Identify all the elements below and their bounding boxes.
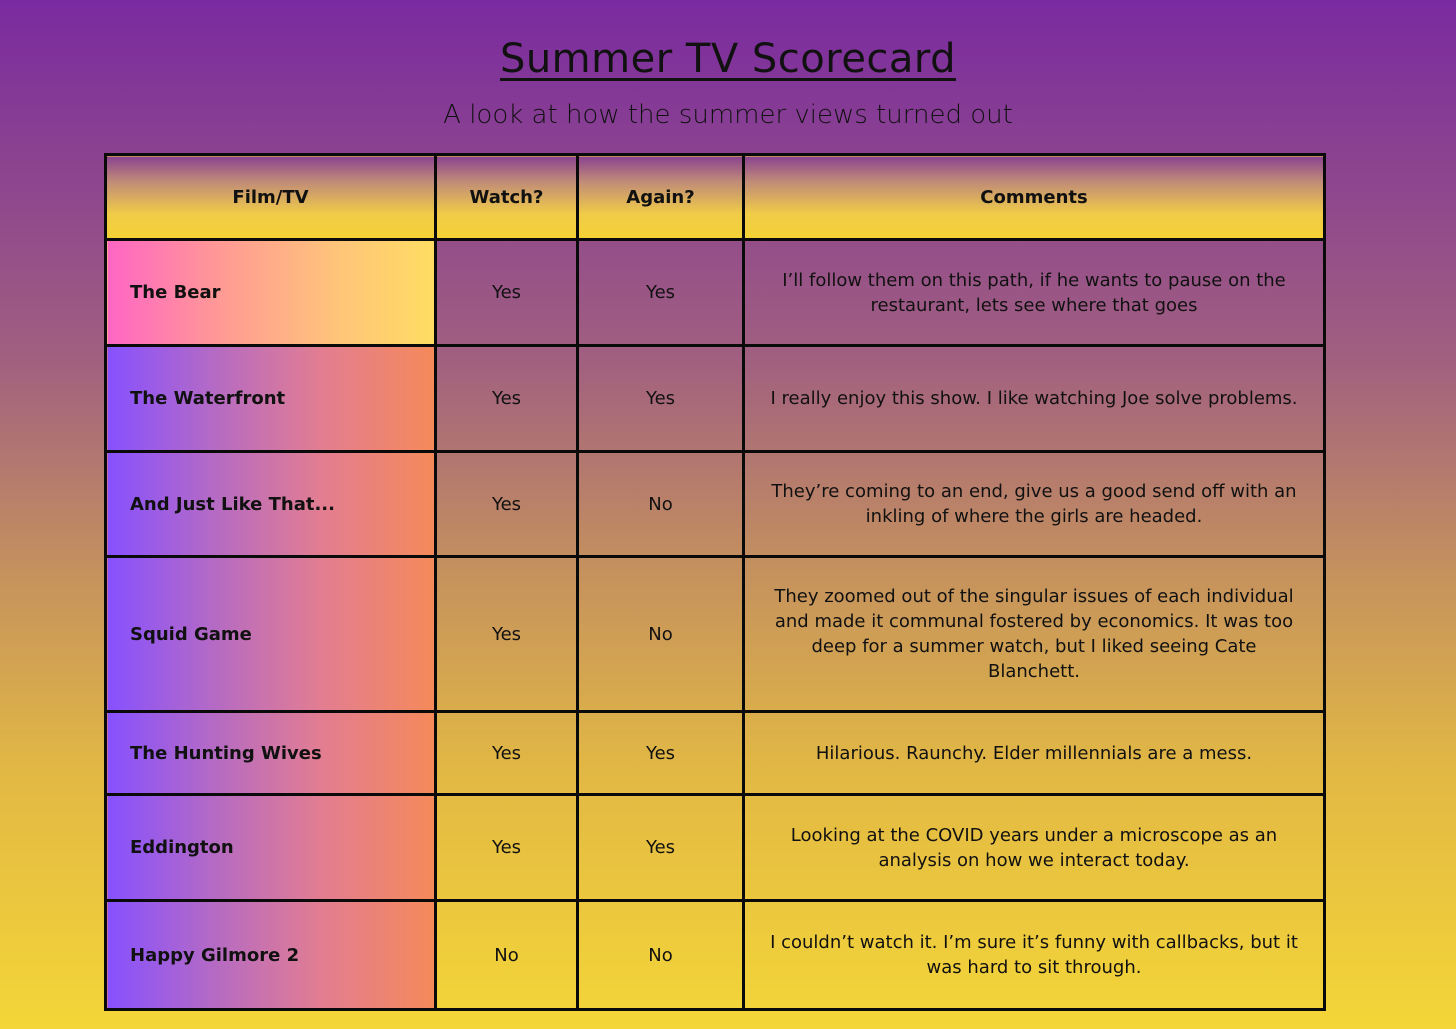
scorecard-table: [104, 153, 1326, 1011]
table-row: [106, 901, 1325, 1010]
row-watch: Yes: [436, 346, 578, 452]
row-title: The Bear: [106, 240, 436, 346]
table-row: [106, 346, 1325, 452]
row-watch: No: [436, 901, 578, 1010]
row-title: And Just Like That...: [106, 452, 436, 557]
row-title: Squid Game: [106, 557, 436, 712]
row-title: Eddington: [106, 795, 436, 901]
table-body: [106, 240, 1325, 1010]
row-comment: They’re coming to an end, give us a good send off with an inkling of where the girls are headed.: [744, 452, 1325, 557]
row-comment: I’ll follow them on this path, if he wants to pause on the restaurant, lets see where that goes: [744, 240, 1325, 346]
table-row: [106, 240, 1325, 346]
row-title: The Waterfront: [106, 346, 436, 452]
row-again: Yes: [578, 795, 744, 901]
header-film-tv: Film/TV: [106, 155, 436, 240]
table-row: [106, 452, 1325, 557]
row-comment: I couldn’t watch it. I’m sure it’s funny with callbacks, but it was hard to sit through.: [744, 901, 1325, 1010]
row-comment: I really enjoy this show. I like watching Joe solve problems.: [744, 346, 1325, 452]
header-watch: Watch?: [436, 155, 578, 240]
table-header: [106, 155, 1325, 240]
table-row: [106, 795, 1325, 901]
table-row: [106, 712, 1325, 795]
row-again: Yes: [578, 712, 744, 795]
row-watch: Yes: [436, 240, 578, 346]
row-again: No: [578, 452, 744, 557]
row-watch: Yes: [436, 712, 578, 795]
header-row: [106, 155, 1325, 240]
row-title: The Hunting Wives: [106, 712, 436, 795]
row-again: Yes: [578, 240, 744, 346]
row-title: Happy Gilmore 2: [106, 901, 436, 1010]
row-comment: Hilarious. Raunchy. Elder millennials are a mess.: [744, 712, 1325, 795]
header-again: Again?: [578, 155, 744, 240]
row-comment: They zoomed out of the singular issues of each individual and made it communal fostered by economics. It was too deep for a summer watch, but I liked seeing Cate Blanchett.: [744, 557, 1325, 712]
row-watch: Yes: [436, 452, 578, 557]
page-subtitle: A look at how the summer views turned out: [443, 100, 1013, 130]
header-comments: Comments: [744, 155, 1325, 240]
row-again: No: [578, 557, 744, 712]
row-again: Yes: [578, 346, 744, 452]
row-comment: Looking at the COVID years under a microscope as an analysis on how we interact today.: [744, 795, 1325, 901]
page-title: Summer TV Scorecard: [499, 36, 957, 82]
table-row: [106, 557, 1325, 712]
row-again: No: [578, 901, 744, 1010]
row-watch: Yes: [436, 557, 578, 712]
row-watch: Yes: [436, 795, 578, 901]
